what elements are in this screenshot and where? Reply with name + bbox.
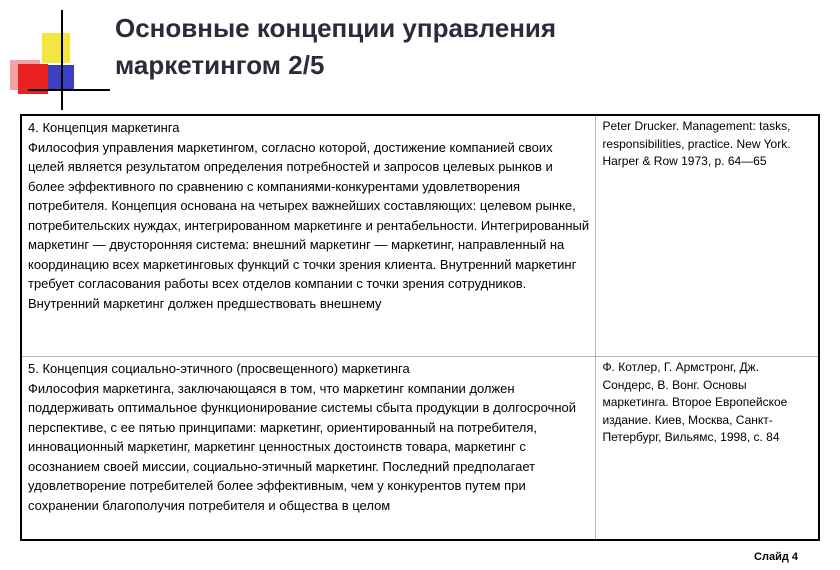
slide-number: Слайд 4 — [754, 551, 798, 563]
concept-body: Философия маркетинга, заключающаяся в том, что маркетинг компании должен поддерживать оптимальное функционирование системы сбыта продукции в долгосрочной перспективе, с ее пятью принципами: маркетинг, ориентированный на потребителя, инновационный маркетинг, маркетинг ценностных достоинств товара, маркетинг с осознанием своей миссии, социально-этичный маркетинг. Последний предполагает удовлетворение потребителей более эффективным, чем у конкурентов путем при сохранении благополучия потребителя и общества в целом — [28, 380, 577, 513]
reference-text: Peter Drucker. Management: tasks, responsibilities, practice. New York. Harper & Row 1973, p. 64—65 — [602, 119, 791, 168]
slide-title — [115, 10, 815, 84]
concept-cell — [21, 115, 596, 357]
concept-heading: 4. Концепция маркетинга — [28, 120, 180, 135]
slide-title-line-1: Основные концепции управления — [115, 13, 557, 43]
concepts-table — [20, 114, 820, 541]
decorative-squares-graphic — [0, 0, 110, 110]
concept-body: Философия управления маркетингом, согласно которой, достижение компанией своих целей является результатом определения потребностей и запросов целевых рынков и более эффективного по сравнению с компаниями-конкурентами удовлетворения потребителя. Концепция основана на четырех важнейших составляющих: целевом рынке, потребительских нуждах, интегрированном маркетинге и рентабельности. Интегрированный маркетинг — двусторонняя система: внешний маркетинг — маркетинг, направленный на координацию всех маркетинговых функций с точки зрения клиента. Внутренний маркетинг требует согласования работы всех отделов компании с точки зрения сотрудников. Внутренний маркетинг должен предшествовать внешнему — [28, 139, 590, 311]
table-row — [21, 357, 819, 541]
reference-cell — [596, 115, 819, 357]
concept-cell — [21, 357, 596, 541]
table-row — [21, 115, 819, 357]
concept-heading: 5. Концепция социально-этичного (просвещенного) маркетинга — [28, 361, 410, 376]
slide-title-line-2: маркетингом 2/5 — [115, 50, 325, 80]
reference-cell — [596, 357, 819, 541]
reference-text: Ф. Котлер, Г. Армстронг, Дж. Сондерс, В. Вонг. Основы маркетинга. Второе Европейское издание. Киев, Москва, Санкт-Петербург, Вильямс, 1998, с. 84 — [602, 360, 788, 444]
yellow-square — [42, 33, 70, 63]
